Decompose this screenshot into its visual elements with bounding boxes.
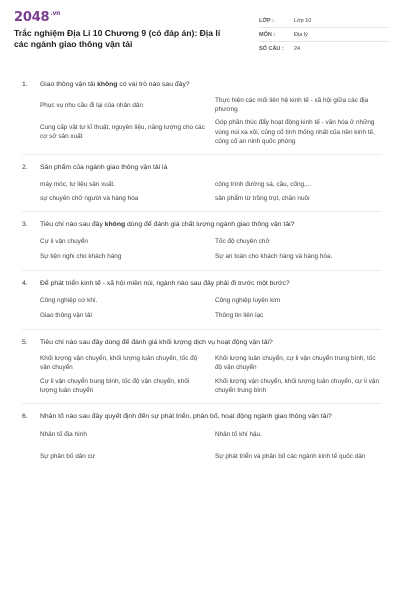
answer-option[interactable]: Sự phân bố dân cư — [40, 453, 96, 461]
answer-options — [22, 293, 382, 323]
answer-option[interactable]: Nhân tố địa hình — [40, 431, 87, 439]
answer-option[interactable]: Cự li vận chuyển trung bình, tốc độ vận chuyển, khối lượng luân chuyển — [40, 377, 190, 394]
answer-option[interactable]: Khối lượng luân chuyển, cự li vận chuyển trung bình, tốc độ vận chuyển — [215, 355, 376, 372]
question-heading — [22, 279, 382, 288]
question-item — [22, 412, 382, 468]
question-number: 5. — [22, 339, 28, 347]
question-number: 4. — [22, 280, 28, 288]
answer-option[interactable]: Thông tin liên lạc — [215, 312, 264, 320]
question-divider — [22, 154, 382, 155]
question-text — [40, 412, 382, 421]
answer-option[interactable]: Cung cấp vật tư kĩ thuật, nguyên liệu, năng lượng cho các cơ sở sản xuất — [40, 124, 205, 141]
question-text-part: có vai trò nào sau đây? — [117, 81, 190, 88]
question-heading — [22, 80, 382, 89]
question-text-part: Tiêu chí nào sau đây — [40, 221, 105, 229]
question-divider — [22, 403, 382, 404]
question-divider — [22, 329, 382, 330]
meta-label: MÔN : — [259, 31, 276, 38]
answer-option[interactable]: máy móc, tư liệu sản xuất. — [40, 180, 115, 188]
answer-options — [22, 424, 382, 468]
question-text-part: Tiêu chí nào sau đây dùng để đánh giá khối lượng dịch vụ hoạt động vận tải? — [40, 339, 273, 347]
question-item — [22, 220, 382, 264]
logo-suffix: .vn — [50, 10, 61, 17]
logo-text: 2048 — [14, 10, 50, 25]
page-title: Trắc nghiệm Địa Lí 10 Chương 9 (có đáp án): Địa lí các ngành giao thông vận tải — [14, 28, 221, 49]
answer-option[interactable]: Sự tiện nghi cho khách hàng — [40, 253, 122, 261]
meta-row-subject — [259, 28, 389, 42]
question-text-emphasis: không — [97, 81, 118, 88]
answer-option[interactable]: Tốc độ chuyên chở — [215, 238, 270, 246]
question-text — [40, 80, 382, 89]
meta-row-count — [259, 42, 389, 56]
question-text-part: Sản phẩm của ngành giao thông vận tải là — [40, 164, 168, 172]
answer-options — [22, 352, 382, 397]
answer-option[interactable]: sản phẩm từ trồng trọt, chăn nuôi — [215, 195, 310, 203]
question-text-part: Nhân tố nào sau đây quyết định đến sự phát triển, phân bố, hoạt động ngành giao thông vận tải? — [40, 413, 332, 421]
question-number: 3. — [22, 221, 28, 229]
question-list — [22, 80, 382, 474]
answer-option[interactable]: Sự an toàn cho khách hàng và hàng hóa. — [215, 253, 333, 261]
question-text — [40, 220, 382, 229]
answer-option[interactable]: Công nghiệp luyện kim — [215, 297, 281, 305]
question-item — [22, 80, 382, 148]
answer-options — [22, 177, 382, 205]
meta-value: Lớp 10 — [294, 17, 312, 24]
question-text-part: Để phát triển kinh tế - xã hội miền núi, ngành nào sau đây phải đi trước một bước? — [40, 280, 290, 288]
answer-option[interactable]: Sự phát triển và phân bố các ngành kinh tế quốc dân — [215, 453, 366, 461]
meta-row-class — [259, 14, 389, 28]
answer-option[interactable]: Giao thông vận tải — [40, 312, 92, 320]
answer-option[interactable]: Thực hiện các mối liên hệ kinh tế - xã hội giữa các địa phương — [215, 97, 369, 114]
question-item — [22, 163, 382, 205]
answer-options — [22, 94, 382, 148]
question-heading — [22, 220, 382, 229]
answer-option[interactable]: Khối lượng vận chuyển, khối lượng luân chuyển, cự li vận chuyển trung bình — [215, 377, 380, 394]
question-item — [22, 338, 382, 397]
answer-option[interactable]: Công nghiệp cơ khí. — [40, 297, 98, 305]
question-divider — [22, 211, 382, 212]
answer-option[interactable]: Góp phần thúc đẩy hoạt động kinh tế - văn hóa ở những vùng núi xa xôi, củng cố tính thống nhất của nền kinh tế, củng cố an ninh quốc phòng — [215, 119, 375, 145]
question-text — [40, 338, 382, 347]
answer-options — [22, 234, 382, 264]
question-text-part: Giao thông vận tải — [40, 81, 98, 88]
meta-label: SỐ CÂU : — [259, 46, 284, 52]
question-number: 6. — [22, 413, 28, 421]
question-number: 1. — [22, 81, 28, 88]
question-item — [22, 279, 382, 323]
answer-option[interactable]: Phục vụ nhu cầu đi lại của nhân dân — [40, 101, 144, 109]
answer-option[interactable]: Cự li vận chuyển — [40, 238, 88, 246]
answer-option[interactable]: công trình đường sá, cầu, cống,... — [215, 180, 312, 188]
answer-option[interactable]: sự chuyên chở người và hàng hóa — [40, 195, 139, 203]
meta-value: Địa lý — [294, 31, 308, 38]
question-heading — [22, 338, 382, 347]
meta-value: 24 — [294, 46, 301, 52]
quiz-meta — [259, 14, 389, 56]
question-text-emphasis: không — [104, 221, 126, 229]
question-text — [40, 279, 382, 288]
question-heading — [22, 412, 382, 421]
question-number: 2. — [22, 164, 28, 172]
question-heading — [22, 163, 382, 172]
question-text-part: dùng để đánh giá chất lượng ngành giao thông vận tải? — [125, 221, 295, 229]
meta-label: LỚP : — [259, 17, 274, 24]
page-header — [14, 10, 386, 68]
question-divider — [22, 270, 382, 271]
question-text — [40, 163, 382, 172]
answer-option[interactable]: Khối lượng vận chuyển, khối lượng luân chuyển, tốc độ vận chuyển — [40, 355, 198, 372]
answer-option[interactable]: Nhân tố khí hậu. — [215, 431, 262, 439]
